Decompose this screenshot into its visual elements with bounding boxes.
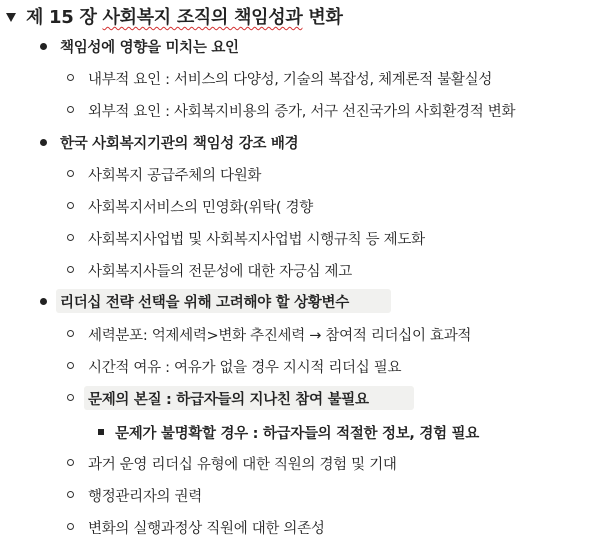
list-item[interactable]: 변화의 실행과정상 직원에 대한 의존성 xyxy=(88,520,325,537)
sub-list-item-unclear-problem[interactable]: 문제가 불명확할 경우 : 하급자들의 적절한 정보, 경험 필요 xyxy=(115,425,479,442)
title-prefix: 제 15 장 xyxy=(26,7,103,28)
bullet-dot-icon xyxy=(40,298,47,305)
section-heading-korea-background[interactable]: 한국 사회복지기관의 책임성 강조 배경 xyxy=(60,135,299,152)
list-item[interactable]: 사회복지사업법 및 사회복지사업법 시행규칙 등 제도화 xyxy=(88,231,425,248)
list-item[interactable]: 행정관리자의 권력 xyxy=(88,488,202,505)
bullet-circle-icon xyxy=(67,394,74,401)
list-item[interactable]: 시간적 여유 : 여유가 없을 경우 지시적 리더십 필요 xyxy=(88,359,402,376)
bullet-circle-icon xyxy=(67,266,74,273)
bullet-circle-icon xyxy=(67,234,74,241)
list-item[interactable]: 사회복지 공급주체의 다원화 xyxy=(88,167,262,184)
bullet-circle-icon xyxy=(67,523,74,530)
list-item-internal-factors[interactable]: 내부적 요인 : 서비스의 다양성, 기술의 복잡성, 체계론적 불활실성 xyxy=(88,71,493,88)
section-heading-leadership-variables[interactable]: 리더십 전략 선택을 위해 고려해야 할 상황변수 xyxy=(60,294,349,311)
bullet-circle-icon xyxy=(67,491,74,498)
list-item-external-factors[interactable]: 외부적 요인 : 사회복지비용의 증가, 서구 선진국가의 사회환경적 변화 xyxy=(88,103,516,120)
bullet-circle-icon xyxy=(67,362,74,369)
bullet-circle-icon xyxy=(67,170,74,177)
bullet-circle-icon xyxy=(67,330,74,337)
title-spellcheck-text: 사회복지 조직의 책임성과 xyxy=(102,7,303,28)
bullet-circle-icon xyxy=(67,459,74,466)
bullet-circle-icon xyxy=(67,74,74,81)
list-item[interactable]: 사회복지서비스의 민영화(위탁( 경향 xyxy=(88,199,313,216)
title-suffix: 변화 xyxy=(302,7,343,28)
list-item[interactable]: 세력분포: 억제세력>변화 추진세력 → 참여적 리더십이 효과적 xyxy=(88,327,472,344)
bullet-square-icon xyxy=(98,429,104,435)
page-title xyxy=(26,3,343,29)
collapse-caret-icon[interactable] xyxy=(6,13,16,22)
list-item-problem-nature[interactable]: 문제의 본질 : 하급자들의 지나친 참여 불필요 xyxy=(88,391,369,408)
bullet-dot-icon xyxy=(40,139,47,146)
bullet-dot-icon xyxy=(40,43,47,50)
section-heading-accountability-factors[interactable]: 책임성에 영향을 미치는 요인 xyxy=(60,39,239,56)
toggle-heading[interactable] xyxy=(6,2,343,30)
list-item[interactable]: 사회복지사들의 전문성에 대한 자긍심 제고 xyxy=(88,263,352,280)
bullet-circle-icon xyxy=(67,202,74,209)
bullet-circle-icon xyxy=(67,106,74,113)
list-item[interactable]: 과거 운영 리더십 유형에 대한 직원의 경험 및 기대 xyxy=(88,456,397,473)
